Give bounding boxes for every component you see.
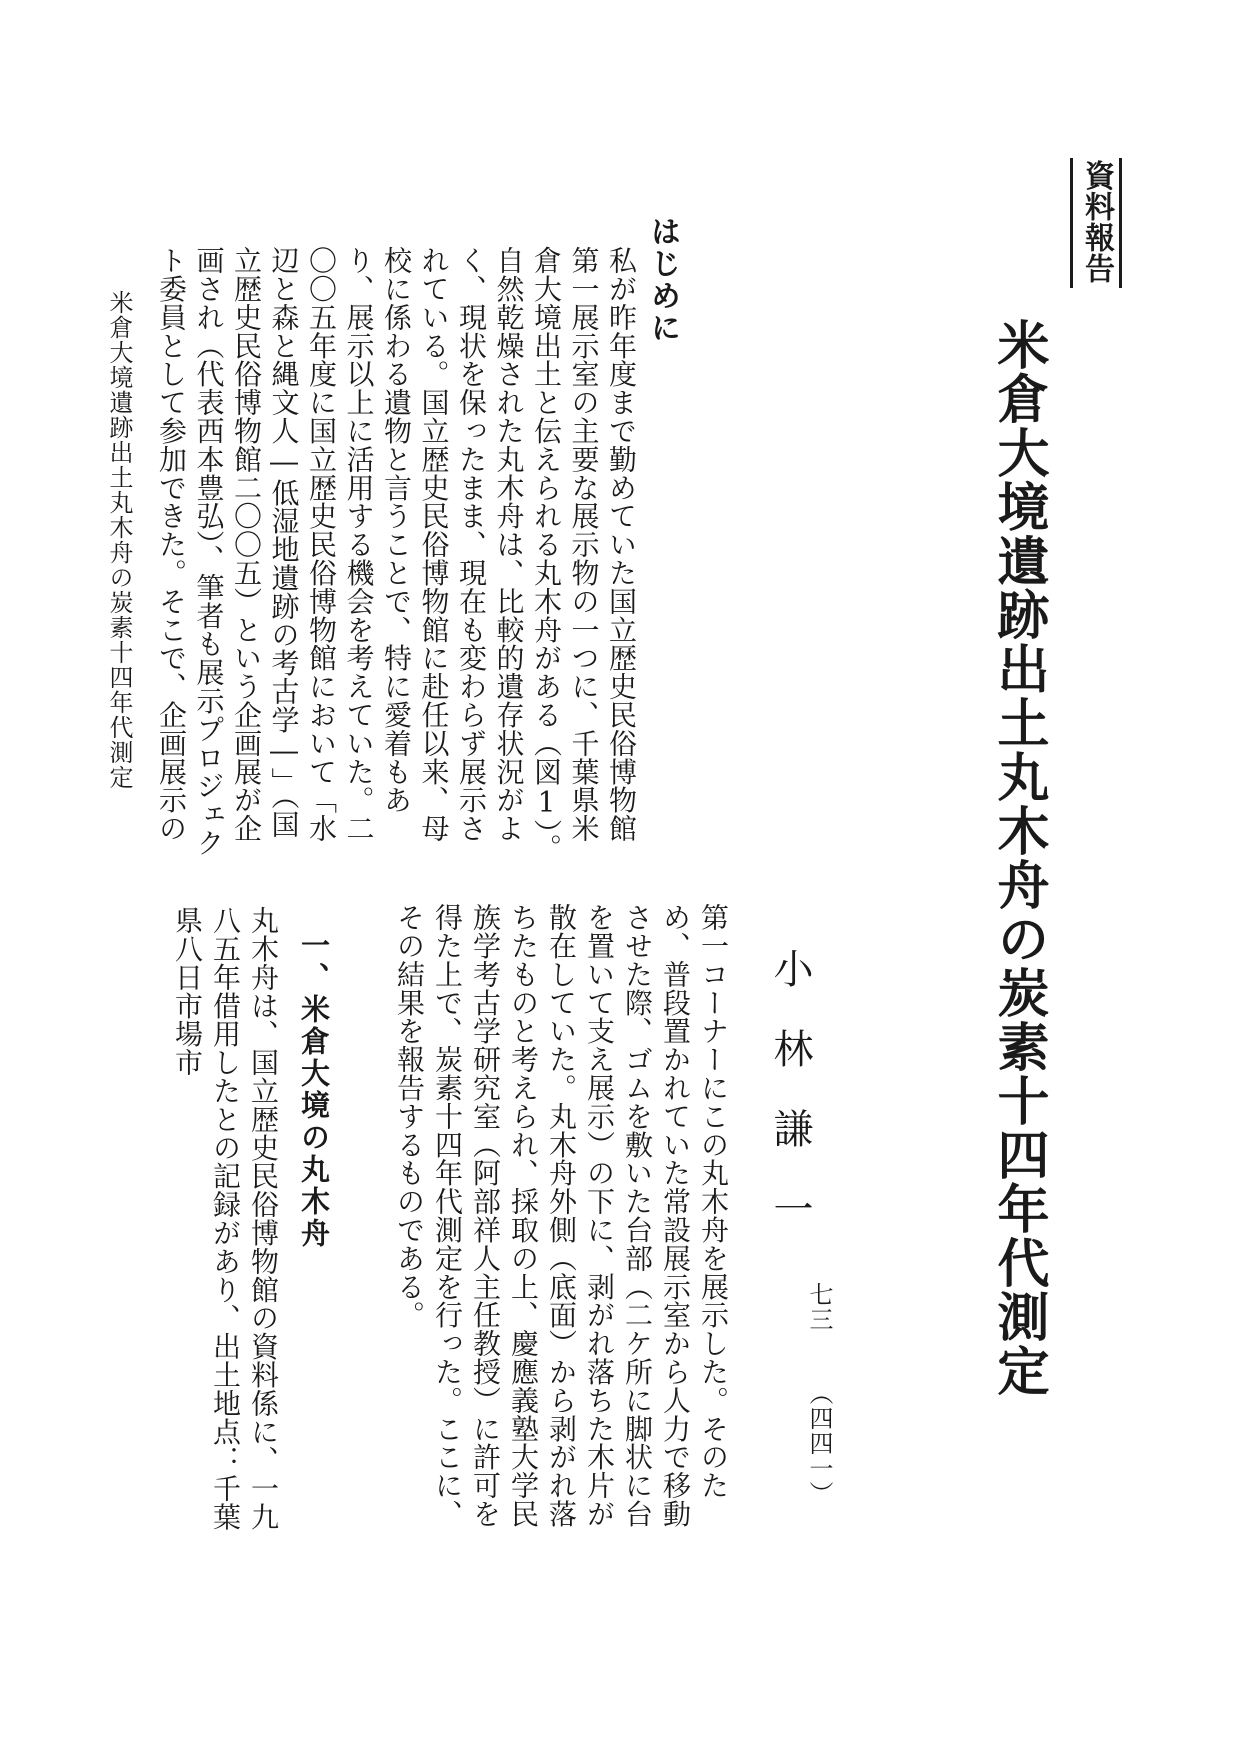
report-label: 資料報告	[1079, 160, 1114, 284]
author-name: 小林謙一	[767, 948, 813, 1268]
section-1-paragraph: 丸木舟は、国立歴史民俗博物館の資料係に、一九八五年借用したとの記録があり、出土地点：千葉県八日市場市	[171, 906, 280, 1531]
page-number-local: 七三	[805, 1282, 833, 1332]
running-head: 米倉大境遺跡出土丸木舟の炭素十四年代測定	[105, 290, 133, 790]
intro-paragraph: 私が昨年度まで勤めていた国立歴史民俗博物館第一展示室の主要な展示物の一つに、千葉県米倉大境出土と伝えられる丸木舟がある（図1）。自然乾燥された丸木舟は、比較的遺存状況がよく、現状を保ったまま、現在も変わらず展示されている。国立歴史民俗博物館に赴任以来、母校に係わる遺物と言うことで、特に愛着もあり、展示以上に活用する機会を考えていた。二〇〇五年度に国立歴史民俗博物館において「水辺と森と縄文人―低湿地遺跡の考古学―」（国立歴史民俗博物館二〇〇五）という企画展が企画され（代表西本豊弘）、筆者も展示プロジェクト委員として参加できた。そこで、企画展示の	[155, 246, 638, 862]
report-label-box	[1070, 158, 1122, 288]
article-title: 米倉大境遺跡出土丸木舟の炭素十四年代測定	[988, 318, 1049, 1398]
page-number-total: （四四一）	[805, 1381, 833, 1506]
continuation-paragraph: 第一コーナーにこの丸木舟を展示した。そのため、普段置かれていた常設展示室から人力で移動させた際、ゴムを敷いた台部（二ケ所に脚状に台を置いて支え展示）の下に、剥がれ落ちた木片が散在していた。丸木舟外側（底面）から剥がれ落ちたものと考えられ、採取の上、慶應義塾大学民族学考古学研究室（阿部祥人主任教授）に許可を得た上で、炭素十四年代測定を行った。ここに、その結果を報告するものである。	[393, 903, 730, 1528]
intro-heading: はじめに	[645, 216, 680, 344]
section-1-heading: 一、米倉大境の丸木舟	[297, 930, 331, 1250]
page-number	[804, 1282, 834, 1506]
